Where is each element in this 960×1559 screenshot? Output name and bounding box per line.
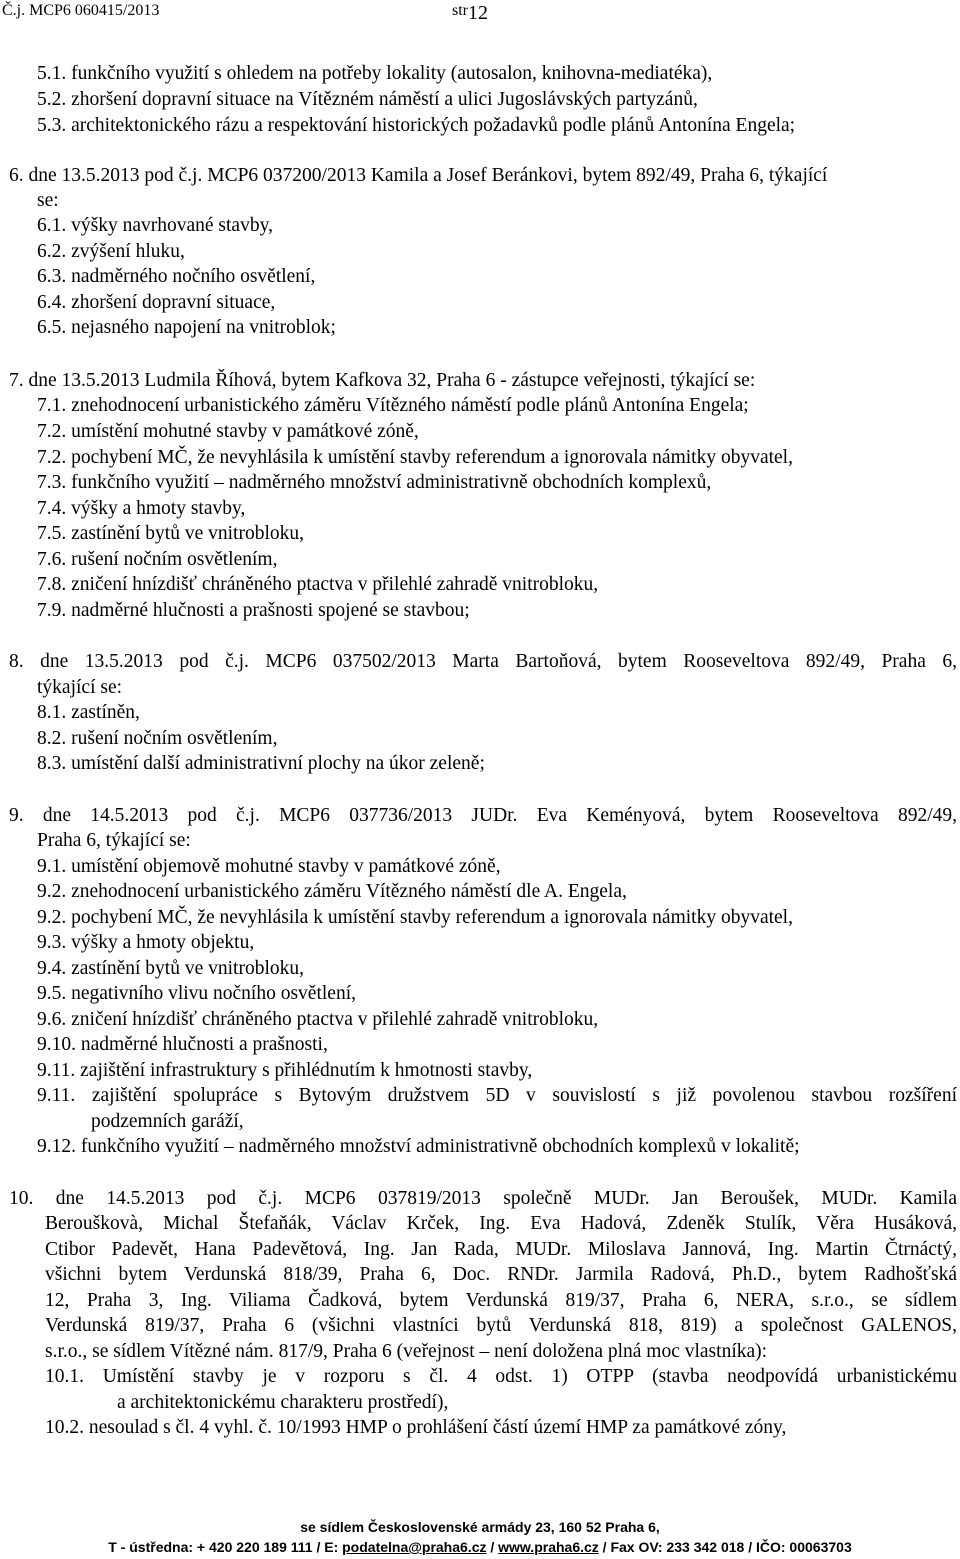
footer-address: se sídlem Československé armády 23, 160 52 Praha 6, (300, 1519, 660, 1535)
item-10-1-cont: a architektonickému charakteru prostředí), (117, 1392, 449, 1413)
item-9-5: 9.5. negativního vlivu nočního osvětlení, (37, 983, 356, 1004)
item-10-line5: 12, Praha 3, Ing. Viliama Čadková, bytem Verdunská 819/37, Praha 6, NERA, s.r.o., se sídlem (45, 1290, 957, 1311)
footer-separator: / (486, 1539, 499, 1555)
item-6-4: 6.4. zhoršení dopravní situace, (37, 292, 276, 313)
page-number: 12 (468, 2, 488, 24)
item-7-9: 7.9. nadměrné hlučnosti a prašnosti spojené se stavbou; (37, 600, 470, 621)
item-8-heading: 8. dne 13.5.2013 pod č.j. MCP6 037502/2013 Marta Bartoňová, bytem Rooseveltova 892/49, Praha 6, (9, 651, 957, 672)
item-7-1: 7.1. znehodnocení urbanistického záměru Vítězného náměstí podle plánů Antonína Engela; (37, 395, 749, 416)
item-9-4: 9.4. zastínění bytů ve vnitrobloku, (37, 958, 305, 979)
footer-phone: T - ústředna: + 420 220 189 111 / E: (108, 1539, 343, 1555)
page-label: str (452, 2, 468, 19)
item-10-line4: všichni bytem Verdunská 818/39, Praha 6, Doc. RNDr. Jarmila Radová, Ph.D., bytem Radhošťská (45, 1264, 957, 1285)
item-7-8: 7.8. zničení hnízdišť chráněného ptactva v přilehlé zahradě vnitrobloku, (37, 574, 599, 595)
item-9-10: 9.10. nadměrné hlučnosti a prašnosti, (37, 1034, 328, 1055)
item-10-line3: Ctibor Padevět, Hana Padevětová, Ing. Jan Rada, MUDr. Miloslava Jannová, Ing. Martin Čtrnáctý, (45, 1239, 957, 1260)
item-6-heading-cont: se: (37, 190, 59, 211)
footer-email-link[interactable]: podatelna@praha6.cz (342, 1539, 487, 1555)
footer-fax-ico: / Fax OV: 233 342 018 / IČO: 00063703 (598, 1539, 852, 1555)
item-6-heading: 6. dne 13.5.2013 pod č.j. MCP6 037200/2013 Kamila a Josef Beránkovi, bytem 892/49, Praha 6, týkající (9, 165, 828, 186)
item-5-1: 5.1. funkčního využití s ohledem na potřeby lokality (autosalon, knihovna-mediatéka), (37, 63, 713, 84)
item-5-3: 5.3. architektonického rázu a respektování historických požadavků podle plánů Antonína Engela; (37, 115, 796, 136)
footer-web-link[interactable]: www.praha6.cz (498, 1539, 599, 1555)
item-8-3: 8.3. umístění další administrativní plochy na úkor zeleně; (37, 753, 485, 774)
item-10-line7: s.r.o., se sídlem Vítězné nám. 817/9, Praha 6 (veřejnost – není doložena plná moc vlastníka): (45, 1341, 768, 1362)
item-9-3: 9.3. výšky a hmoty objektu, (37, 932, 255, 953)
item-10-1: 10.1. Umístění stavby je v rozporu s čl. 4 odst. 1) OTPP (stavba neodpovídá urbanistickému (45, 1366, 957, 1387)
item-9-heading: 9. dne 14.5.2013 pod č.j. MCP6 037736/2013 JUDr. Eva Keményová, bytem Rooseveltova 892/49, (9, 805, 957, 826)
item-9-2a: 9.2. znehodnocení urbanistického záměru Vítězného náměstí dle A. Engela, (37, 881, 627, 902)
item-5-2: 5.2. zhoršení dopravní situace na Vítězném náměstí a ulici Jugoslávských partyzánů, (37, 89, 698, 110)
item-9-1: 9.1. umístění objemově mohutné stavby v památkové zóně, (37, 856, 501, 877)
item-6-2: 6.2. zvýšení hluku, (37, 241, 185, 262)
item-9-2b: 9.2. pochybení MČ, že nevyhlásila k umístění stavby referendum a ignorovala námitky obyvatel, (37, 907, 793, 928)
item-7-3: 7.3. funkčního využití – nadměrného množství administrativně obchodních komplexů, (37, 472, 712, 493)
item-7-2b: 7.2. pochybení MČ, že nevyhlásila k umístění stavby referendum a ignorovala námitky obyvatel, (37, 447, 793, 468)
document-reference: Č.j. MCP6 060415/2013 (2, 2, 160, 19)
item-8-2: 8.2. rušení nočním osvětlením, (37, 728, 278, 749)
item-6-1: 6.1. výšky navrhované stavby, (37, 215, 273, 236)
item-8-1: 8.1. zastíněn, (37, 702, 140, 723)
item-10-line2: Berouškovà, Michal Štefaňák, Václav Krček, Ing. Eva Hadová, Zdeněk Stulík, Věra Husáková, (45, 1213, 957, 1234)
item-10-heading: 10. dne 14.5.2013 pod č.j. MCP6 037819/2013 společně MUDr. Jan Beroušek, MUDr. Kamila (9, 1188, 957, 1209)
item-7-4: 7.4. výšky a hmoty stavby, (37, 498, 246, 519)
item-7-heading: 7. dne 13.5.2013 Ludmila Říhová, bytem Kafkova 32, Praha 6 - zástupce veřejnosti, týkající se: (9, 370, 756, 391)
item-9-heading-cont: Praha 6, týkající se: (37, 830, 191, 851)
footer-contacts (0, 1538, 960, 1556)
item-10-line6: Verdunská 819/37, Praha 6 (všichni vlastníci bytů Verdunská 818, 819) a společnost GALENOS, (45, 1315, 957, 1336)
item-7-5: 7.5. zastínění bytů ve vnitrobloku, (37, 523, 305, 544)
item-9-11a: 9.11. zajištění infrastruktury s přihlédnutím k hmotnosti stavby, (37, 1060, 533, 1081)
item-6-3: 6.3. nadměrného nočního osvětlení, (37, 266, 316, 287)
item-9-12: 9.12. funkčního využití – nadměrného množství administrativně obchodních komplexů v lokalitě; (37, 1136, 800, 1157)
item-10-2: 10.2. nesoulad s čl. 4 vyhl. č. 10/1993 HMP o prohlášení částí území HMP za památkové zóny, (45, 1417, 787, 1438)
item-6-5: 6.5. nejasného napojení na vnitroblok; (37, 317, 336, 338)
item-7-2a: 7.2. umístění mohutné stavby v památkové zóně, (37, 421, 419, 442)
item-8-heading-cont: týkající se: (37, 677, 123, 698)
item-9-11b: 9.11. zajištění spolupráce s Bytovým družstvem 5D v souvislostí s již povolenou stavbou rozšíření (37, 1085, 957, 1106)
item-7-6: 7.6. rušení nočním osvětlením, (37, 549, 278, 570)
item-9-11b-cont: podzemních garáží, (91, 1111, 244, 1132)
item-9-6: 9.6. zničení hnízdišť chráněného ptactva v přilehlé zahradě vnitrobloku, (37, 1009, 599, 1030)
